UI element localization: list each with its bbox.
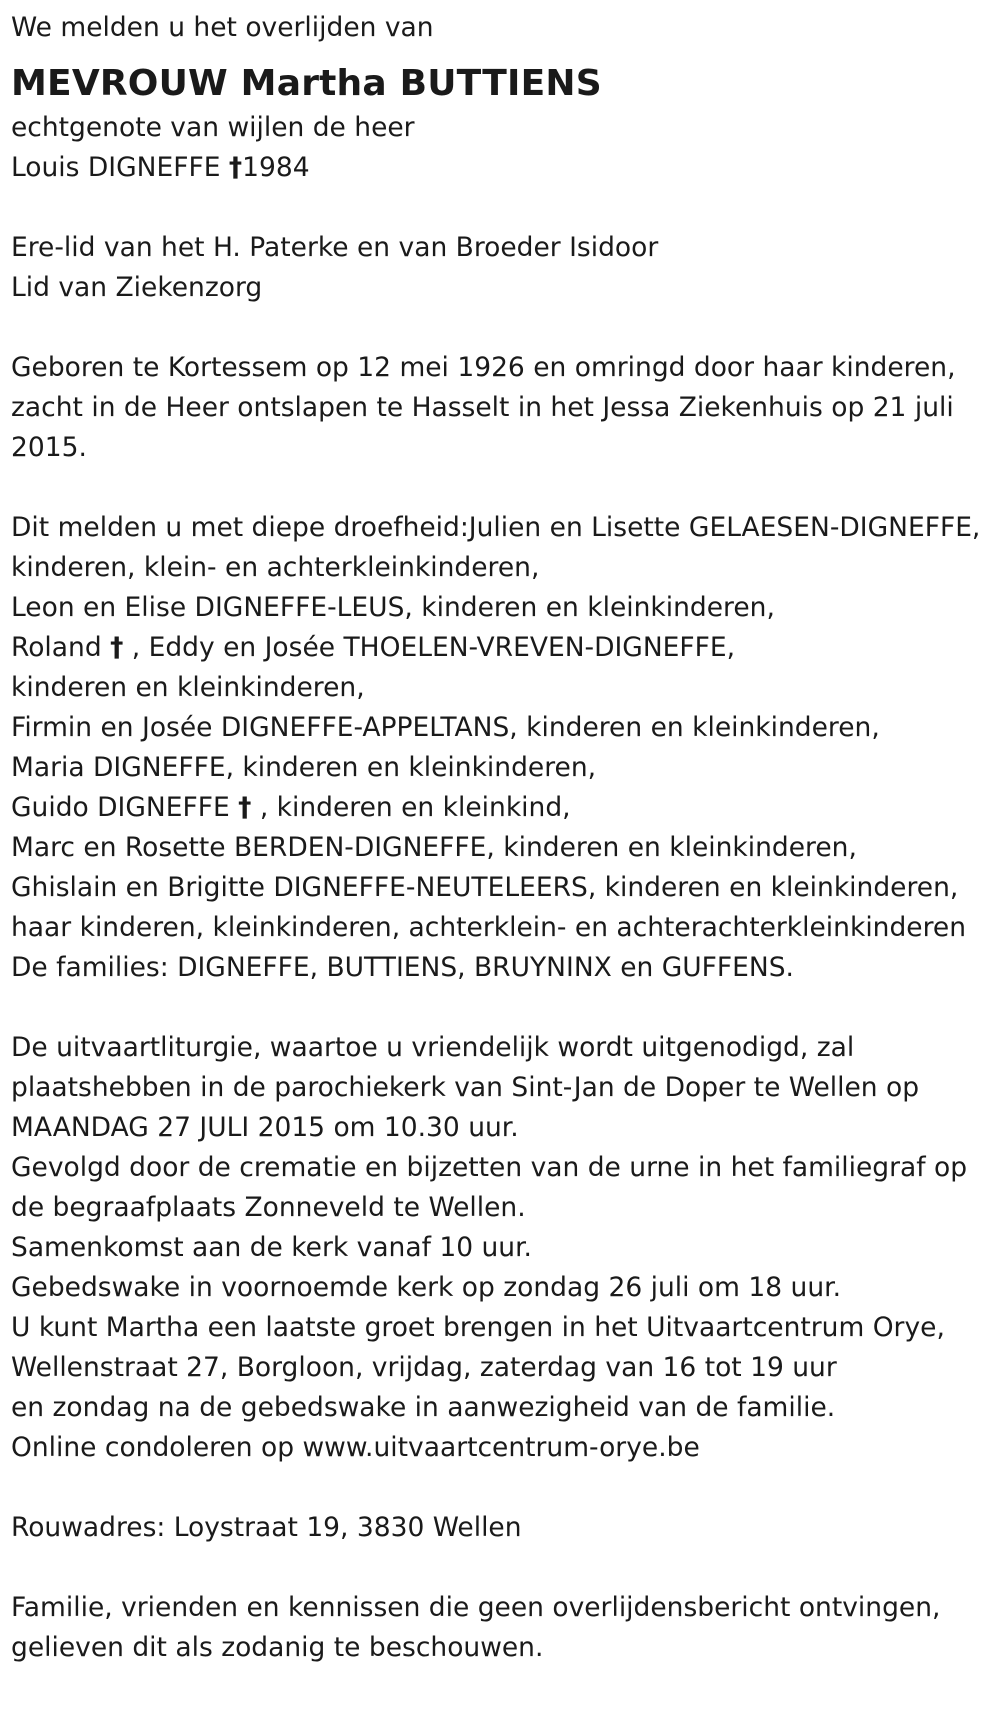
deceased-name: MEVROUW Martha BUTTIENS (11, 63, 602, 104)
funeral-line: Gebedswake in voornoemde kerk op zondag 26 juli om 18 uur. (11, 1272, 842, 1303)
family-line: kinderen, klein- en achterkleinkinderen, (11, 552, 540, 583)
spouse-line: echtgenote van wijlen de heer (11, 112, 415, 143)
family-line (11, 788, 1000, 828)
family-line: Marc en Rosette BERDEN-DIGNEFFE, kinderen en kleinkinderen, (11, 832, 857, 863)
funeral-line: Gevolgd door de crematie en bijzetten van de urne in het familiegraf op (11, 1152, 968, 1183)
family-line: Firmin en Josée DIGNEFFE-APPELTANS, kinderen en kleinkinderen, (11, 712, 880, 743)
family-line: Ghislain en Brigitte DIGNEFFE-NEUTELEERS, kinderen en kleinkinderen, (11, 872, 959, 903)
family-line: De families: DIGNEFFE, BUTTIENS, BRUYNINX en GUFFENS. (11, 952, 794, 983)
family-line: Leon en Elise DIGNEFFE-LEUS, kinderen en kleinkinderen, (11, 592, 775, 623)
family-line: Maria DIGNEFFE, kinderen en kleinkinderen, (11, 752, 597, 783)
cross-icon: † (238, 792, 252, 823)
funeral-line: en zondag na de gebedswake in aanwezigheid van de familie. (11, 1392, 836, 1423)
family-line: kinderen en kleinkinderen, (11, 672, 365, 703)
funeral-line: MAANDAG 27 JULI 2015 om 10.30 uur. (11, 1112, 519, 1143)
funeral-line: De uitvaartliturgie, waartoe u vriendelijk wordt uitgenodigd, zal (11, 1032, 855, 1063)
family-name-part: Guido DIGNEFFE (11, 792, 239, 823)
family-name-part: , kinderen en kleinkind, (251, 792, 571, 823)
family-line: haar kinderen, kleinkinderen, achterklein- en achterachterkleinkinderen (11, 912, 967, 943)
funeral-line: plaatshebben in de parochiekerk van Sint-Jan de Doper te Wellen op (11, 1072, 920, 1103)
closing-line: gelieven dit als zodanig te beschouwen. (11, 1632, 544, 1663)
family-line (11, 628, 1000, 668)
birth-death-line: Geboren te Kortessem op 12 mei 1926 en omringd door haar kinderen, (11, 352, 956, 383)
cross-icon: † (228, 152, 243, 183)
condolence-line: Online condoleren op www.uitvaartcentrum-orye.be (11, 1432, 700, 1463)
closing-line: Familie, vrienden en kennissen die geen overlijdensbericht ontvingen, (11, 1592, 941, 1623)
spouse-name: Louis DIGNEFFE (11, 152, 229, 183)
cross-icon: † (110, 632, 124, 663)
funeral-line: Samenkomst aan de kerk vanaf 10 uur. (11, 1232, 532, 1263)
family-name-part: , Eddy en Josée THOELEN-VREVEN-DIGNEFFE, (123, 632, 736, 663)
birth-death-line: zacht in de Heer ontslapen te Hasselt in het Jessa Ziekenhuis op 21 juli (11, 392, 954, 423)
spouse-name-line (11, 148, 1000, 188)
funeral-line: de begraafplaats Zonneveld te Wellen. (11, 1192, 526, 1223)
funeral-line: Wellenstraat 27, Borgloon, vrijdag, zaterdag van 16 tot 19 uur (11, 1352, 837, 1383)
membership-line: Ere-lid van het H. Paterke en van Broeder Isidoor (11, 232, 659, 263)
mourning-address: Rouwadres: Loystraat 19, 3830 Wellen (11, 1512, 522, 1543)
family-name-part: Roland (11, 632, 111, 663)
funeral-line: U kunt Martha een laatste groet brengen in het Uitvaartcentrum Orye, (11, 1312, 945, 1343)
family-line: Dit melden u met diepe droefheid:Julien en Lisette GELAESEN-DIGNEFFE, (11, 512, 981, 543)
membership-line: Lid van Ziekenzorg (11, 272, 263, 303)
intro-text: We melden u het overlijden van (11, 12, 434, 43)
spouse-death-year: 1984 (242, 152, 310, 183)
birth-death-line: 2015. (11, 432, 87, 463)
